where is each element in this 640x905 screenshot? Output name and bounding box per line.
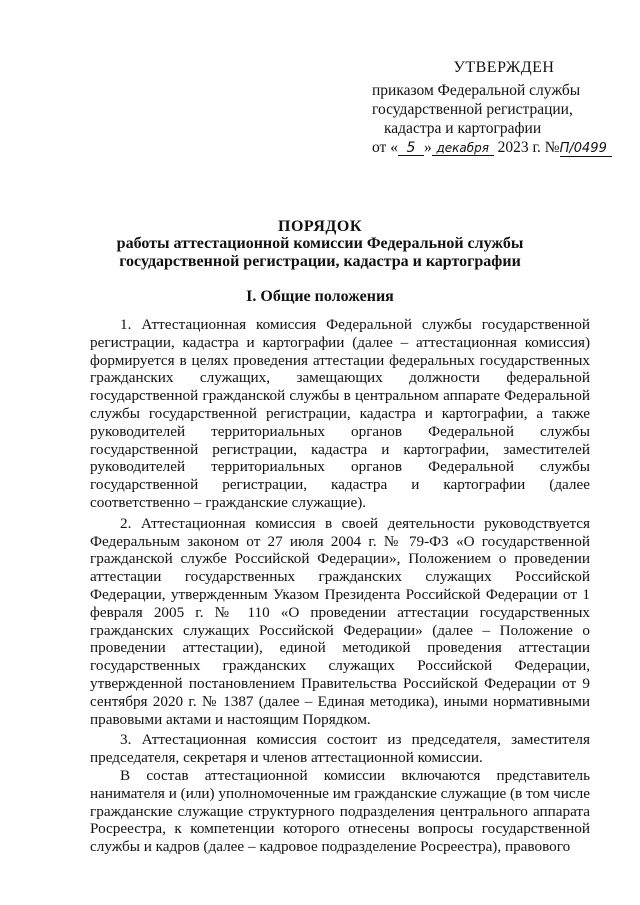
approval-title: УТВЕРЖДЕН [453, 59, 555, 76]
paragraph-4: В состав аттестационной комиссии включаются представитель нанимателя и (или) уполномоченные им гражданские служащие (в том числе гражданские служащие структурного подразделения центрального аппарата Росреестра, к компетенции которого отнесены вопросы государственной службы и кадров (далее – кадровое подразделение Росреестра), правового [90, 766, 590, 856]
paragraph-2: 2. Аттестационная комиссия в своей деятельности руководствуется Федеральным законом от 27 июля 2004 г. № 79-ФЗ «О государственной гражданской службе Российской Федерации», Положением о проведении аттестации государственных гражданских служащих Российской Федерации, утвержденным Указом Президента Российской Федерации от 1 февраля 2005 г. № 110 «О проведении аттестации государственных гражданских служащих Российской Федерации» (далее – Положение о проведении аттестации), единой методикой проведения аттестации государственных гражданских служащих Российской Федерации, утвержденной постановлением Правительства Российской Федерации от 9 сентября 2020 г. № 1387 (далее – Единая методика), иными нормативными правовыми актами и настоящим Порядком. [90, 514, 590, 728]
document-subtitle-line-1: работы аттестационной комиссии Федеральной службы [116, 235, 524, 252]
paragraph-3: 3. Аттестационная комиссия состоит из председателя, заместителя председателя, секретаря и членов аттестационной комиссии. [90, 731, 590, 767]
date-year: 2023 г. № [497, 139, 560, 156]
approval-line-3: кадастра и картографии [384, 120, 542, 137]
document-subtitle-line-2: государственной регистрации, кадастра и картографии [119, 253, 521, 270]
document-body [90, 316, 590, 859]
paragraph-1: 1. Аттестационная комиссия Федеральной службы государственной регистрации, кадастра и картографии (далее – аттестационная комиссия) формируется в целях проведения аттестации федеральных государственных гражданских служащих, замещающих должности федеральной государственной гражданской службы в центральном аппарате Федеральной службы государственной регистрации, кадастра и картографии, а также руководителей территориальных органов Федеральной службы государственной регистрации, кадастра и картографии, заместителей руководителей территориальных органов Федеральной службы государственной регистрации, кадастра и картографии (далее соответственно – гражданские служащие). [90, 316, 590, 511]
date-mid: » [423, 139, 432, 156]
approval-date-line [372, 138, 622, 157]
handwritten-day: 5 [398, 141, 424, 156]
approval-stamp [372, 58, 622, 157]
section-heading: I. Общие положения [246, 288, 394, 305]
handwritten-month: декабря [432, 141, 494, 156]
date-prefix: от « [372, 139, 398, 156]
document-heading: ПОРЯДОК [278, 218, 362, 235]
approval-line-1: приказом Федеральной службы [372, 82, 581, 99]
handwritten-number: П/0499 [560, 142, 612, 157]
approval-line-2: государственной регистрации, [372, 101, 573, 118]
